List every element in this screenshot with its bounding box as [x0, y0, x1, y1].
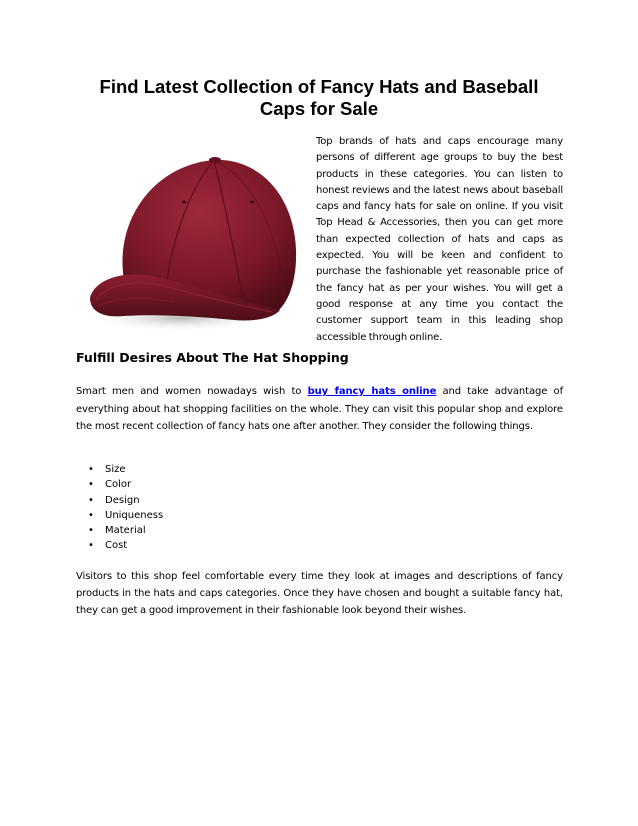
list-item — [76, 462, 163, 477]
feature-list — [76, 462, 163, 554]
bullet-icon: • — [88, 494, 94, 506]
baseball-cap-icon — [84, 140, 300, 336]
list-item — [76, 508, 163, 523]
list-item-label: Design — [105, 494, 140, 506]
intro-paragraph: Top brands of hats and caps encourage many persons of different age groups to buy the best products in these categories. You can listen to honest reviews and the latest news about baseball caps and fancy hats for sale on online. If you visit Top Head & Accessories, then you can get more than expected collection of hats and caps as expected. You will be keen and confident to purchase the fashionable yet reasonable price of the fancy hat as per your wishes. You will get a good response at any time you contact the customer support team in this leading shop accessible through online. — [316, 136, 563, 343]
body-paragraph-2: Visitors to this shop feel comfortable every time they look at images and descriptions of fancy products in the hats and caps categories. Once they have chosen and bought a suitable fancy hat, they can get a good improvement in their fashionable look beyond their wishes. — [76, 571, 563, 616]
list-item-label: Uniqueness — [105, 509, 164, 521]
para1-text-before: Smart men and women nowadays wish to — [76, 386, 308, 397]
list-item-label: Material — [105, 525, 146, 537]
list-item-label: Size — [105, 464, 126, 475]
bullet-icon: • — [88, 540, 94, 552]
list-item-label: Color — [105, 479, 132, 491]
list-item-label: Cost — [105, 540, 128, 552]
list-item — [76, 493, 163, 508]
list-item — [76, 538, 163, 553]
bullet-icon: • — [88, 464, 94, 475]
body-paragraph-1 — [76, 383, 563, 436]
section-heading: Fulfill Desires About The Hat Shopping — [76, 350, 349, 365]
list-item — [76, 523, 163, 538]
buy-fancy-hats-link[interactable]: buy fancy hats online — [307, 386, 437, 397]
para1-text-after: and take advantage of everything about hat shopping facilities on the whole. They can visit this popular shop and explore the most recent collection of fancy hats one after another. They consider the following things. — [76, 386, 564, 432]
page-title: Find Latest Collection of Fancy Hats and Baseball Caps for Sale — [99, 76, 539, 119]
bullet-icon: • — [88, 479, 94, 491]
bullet-icon: • — [88, 525, 94, 537]
bullet-icon: • — [88, 509, 94, 521]
list-item — [76, 477, 163, 492]
baseball-cap-image — [84, 140, 300, 336]
